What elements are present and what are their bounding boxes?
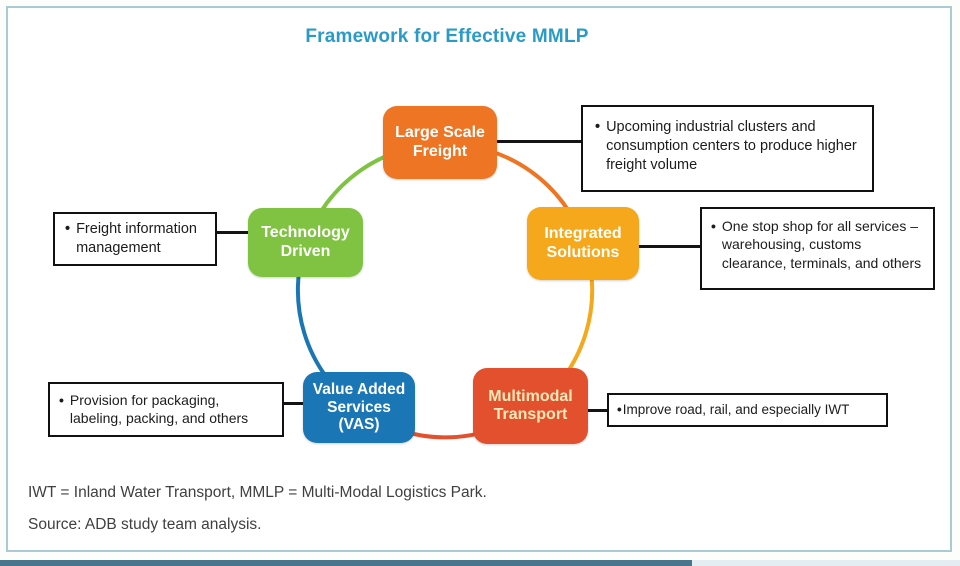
note-text: Provision for packaging, labeling, packing, and others	[69, 392, 249, 427]
note-value-added-services	[48, 382, 284, 437]
connector-large-scale-freight	[495, 140, 583, 143]
node-label-line: Driven	[280, 242, 331, 260]
note-technology-driven	[53, 212, 217, 266]
node-label-line: Transport	[493, 406, 568, 423]
note-large-scale-freight	[581, 105, 874, 192]
node-multimodal-transport	[473, 368, 588, 444]
abbreviations-note: IWT = Inland Water Transport, MMLP = Multi-Modal Logistics Park.	[28, 484, 487, 501]
node-label-line: Services	[327, 398, 391, 416]
node-large-scale-freight	[383, 106, 497, 179]
node-integrated-solutions	[527, 207, 639, 280]
node-label-line: Freight	[412, 142, 468, 160]
node-label-line: Value Added	[312, 380, 406, 398]
node-label-line: Solutions	[546, 243, 620, 261]
node-value-added-services	[303, 372, 415, 443]
source-note: Source: ADB study team analysis.	[28, 516, 262, 533]
figure-title: Framework for Effective MMLP	[305, 26, 589, 47]
note-text: Improve road, rail, and especially IWT	[622, 402, 850, 418]
node-label-line: Large Scale	[395, 124, 485, 142]
note-integrated-solutions	[700, 207, 935, 290]
note-text: Freight information management	[76, 221, 197, 257]
bullet-icon: •	[617, 402, 622, 418]
note-multimodal-transport	[607, 393, 888, 427]
node-label-line: Multimodal	[488, 387, 573, 405]
node-label-line: Technology	[261, 224, 350, 242]
note-text: One stop shop for all services – warehousing, customs clearance, terminals, and others	[721, 218, 922, 271]
bullet-icon: •	[595, 119, 601, 135]
bottom-edge-dark-strip	[0, 560, 692, 566]
node-technology-driven	[248, 208, 363, 277]
node-label-line: Integrated	[544, 225, 622, 243]
connector-integrated-solutions	[637, 245, 703, 248]
bullet-icon: •	[711, 218, 716, 234]
bullet-icon: •	[59, 392, 64, 408]
note-text: Upcoming industrial clusters and consumption centers to produce higher freight volume	[606, 119, 857, 174]
node-label-line: (VAS)	[338, 416, 380, 434]
connector-technology-driven	[215, 231, 251, 234]
bullet-icon: •	[65, 221, 71, 237]
